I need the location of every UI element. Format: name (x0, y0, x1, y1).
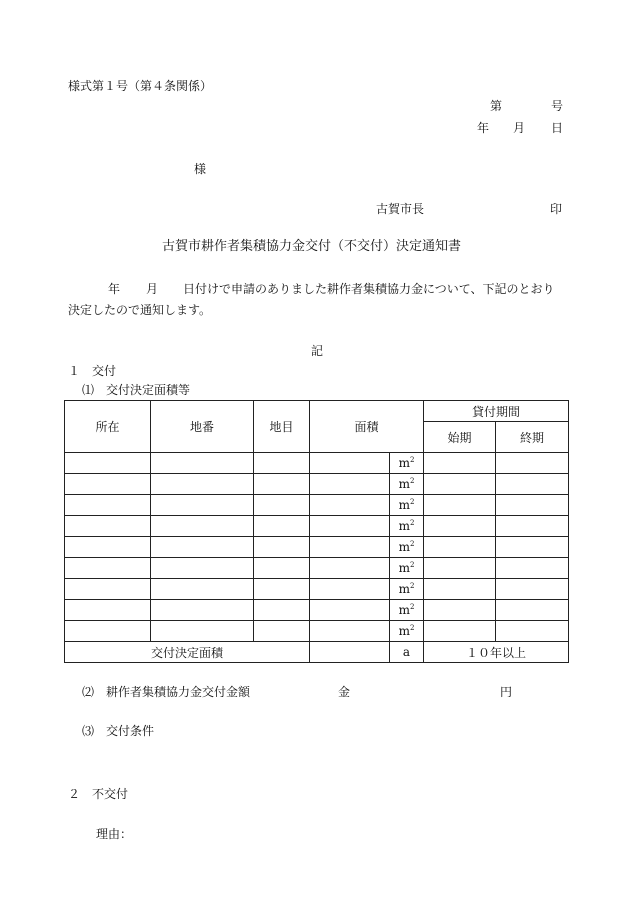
area-unit-cell (390, 495, 424, 516)
area-unit: m (398, 519, 410, 533)
body-month: 月 (146, 282, 159, 296)
land-type-cell[interactable] (254, 621, 310, 642)
land-type-cell[interactable] (254, 516, 310, 537)
area-value-cell[interactable] (310, 537, 390, 558)
location-cell[interactable] (65, 579, 151, 600)
area-value-cell[interactable] (310, 495, 390, 516)
document-title: 古賀市耕作者集積協力金交付（不交付）決定通知書 (162, 239, 462, 254)
area-unit: m (398, 624, 410, 638)
area-value-cell[interactable] (310, 621, 390, 642)
land-type-cell[interactable] (254, 600, 310, 621)
body-year: 年 (108, 282, 121, 296)
lot-cell[interactable] (151, 516, 254, 537)
total-area-value[interactable] (310, 642, 390, 663)
location-cell[interactable] (65, 495, 151, 516)
area-unit-cell (390, 453, 424, 474)
end-cell[interactable] (496, 474, 569, 495)
lot-cell[interactable] (151, 537, 254, 558)
start-cell[interactable] (424, 537, 496, 558)
area-unit: m (398, 456, 410, 470)
end-cell[interactable] (496, 516, 569, 537)
lot-cell[interactable] (151, 600, 254, 621)
item2-label: ⑵ 耕作者集積協力金交付金額 (82, 685, 251, 699)
table-row (65, 579, 569, 600)
area-unit-cell (390, 600, 424, 621)
lot-cell[interactable] (151, 579, 254, 600)
item2-kin: 金 (338, 685, 351, 699)
area-unit-superscript: 2 (409, 561, 415, 569)
end-cell[interactable] (496, 453, 569, 474)
area-unit-cell (390, 621, 424, 642)
item1-label: ⑴ 交付決定面積等 (82, 383, 191, 397)
area-unit-superscript: 2 (409, 456, 415, 464)
end-cell[interactable] (496, 537, 569, 558)
start-cell[interactable] (424, 579, 496, 600)
lot-cell[interactable] (151, 621, 254, 642)
land-type-cell[interactable] (254, 537, 310, 558)
start-cell[interactable] (424, 516, 496, 537)
land-type-cell[interactable] (254, 579, 310, 600)
lot-cell[interactable] (151, 558, 254, 579)
doc-number-dai: 第 (490, 99, 503, 113)
body-line2-text: 決定したので通知します。 (68, 303, 212, 317)
location-cell[interactable] (65, 537, 151, 558)
date-year: 年 (477, 121, 490, 135)
area-value-cell[interactable] (310, 600, 390, 621)
location-cell[interactable] (65, 474, 151, 495)
table-row (65, 600, 569, 621)
area-value-cell[interactable] (310, 516, 390, 537)
area-unit: m (398, 540, 410, 554)
area-unit-cell (390, 558, 424, 579)
body-line1-text: 日付けで申請のありました耕作者集積協力金について、下記のとおり (183, 282, 555, 296)
start-cell[interactable] (424, 621, 496, 642)
area-value-cell[interactable] (310, 579, 390, 600)
area-unit-superscript: 2 (409, 624, 415, 632)
table-row (65, 558, 569, 579)
end-cell[interactable] (496, 495, 569, 516)
location-cell[interactable] (65, 453, 151, 474)
start-cell[interactable] (424, 495, 496, 516)
land-type-cell[interactable] (254, 495, 310, 516)
total-row (65, 642, 569, 663)
ki-heading: 記 (311, 344, 324, 358)
header-lot-number: 地番 (151, 401, 254, 453)
header-land-type: 地目 (254, 401, 310, 453)
form-number: 様式第１号（第４条関係） (68, 79, 213, 93)
land-type-cell[interactable] (254, 558, 310, 579)
item2-yen: 円 (500, 685, 513, 699)
area-unit-superscript: 2 (409, 498, 415, 506)
reason-label: 理由： (96, 827, 133, 841)
end-cell[interactable] (496, 621, 569, 642)
area-unit: m (398, 561, 410, 575)
area-unit: m (398, 477, 410, 491)
table-row (65, 516, 569, 537)
item3-label: ⑶ 交付条件 (82, 724, 155, 738)
location-cell[interactable] (65, 600, 151, 621)
area-value-cell[interactable] (310, 474, 390, 495)
doc-number-go: 号 (551, 99, 564, 113)
total-note: １０年以上 (424, 642, 569, 663)
total-label: 交付決定面積 (65, 642, 310, 663)
area-unit-superscript: 2 (409, 603, 415, 611)
land-type-cell[interactable] (254, 474, 310, 495)
section2-heading: ２ 不交付 (68, 787, 129, 801)
area-unit-superscript: 2 (409, 477, 415, 485)
location-cell[interactable] (65, 516, 151, 537)
start-cell[interactable] (424, 453, 496, 474)
table-row (65, 474, 569, 495)
area-unit: m (398, 498, 410, 512)
end-cell[interactable] (496, 600, 569, 621)
location-cell[interactable] (65, 558, 151, 579)
header-location: 所在 (65, 401, 151, 453)
lot-cell[interactable] (151, 495, 254, 516)
area-unit: m (398, 582, 410, 596)
area-table (64, 400, 569, 663)
header-start: 始期 (424, 422, 496, 453)
start-cell[interactable] (424, 474, 496, 495)
area-value-cell[interactable] (310, 558, 390, 579)
area-unit-cell (390, 474, 424, 495)
land-type-cell[interactable] (254, 453, 310, 474)
date-day: 日 (551, 121, 564, 135)
start-cell[interactable] (424, 558, 496, 579)
lot-cell[interactable] (151, 474, 254, 495)
seal-mark: 印 (550, 202, 563, 216)
end-cell[interactable] (496, 558, 569, 579)
end-cell[interactable] (496, 579, 569, 600)
area-unit: m (398, 603, 410, 617)
table-row (65, 621, 569, 642)
area-unit-superscript: 2 (409, 519, 415, 527)
header-lease-period: 貸付期間 (424, 401, 569, 422)
lot-cell[interactable] (151, 453, 254, 474)
area-unit-cell (390, 537, 424, 558)
table-row (65, 537, 569, 558)
table-row (65, 495, 569, 516)
issuer-name: 古賀市長 (376, 202, 425, 216)
area-unit-superscript: 2 (409, 582, 415, 590)
area-unit-cell (390, 579, 424, 600)
header-end: 終期 (496, 422, 569, 453)
total-unit: a (390, 642, 424, 663)
date-month: 月 (513, 121, 526, 135)
area-value-cell[interactable] (310, 453, 390, 474)
area-unit-cell (390, 516, 424, 537)
location-cell[interactable] (65, 621, 151, 642)
addressee-sama: 様 (194, 162, 207, 176)
section1-heading: １ 交付 (68, 364, 117, 378)
start-cell[interactable] (424, 600, 496, 621)
area-unit-superscript: 2 (409, 540, 415, 548)
table-row (65, 453, 569, 474)
header-area: 面積 (310, 401, 424, 453)
